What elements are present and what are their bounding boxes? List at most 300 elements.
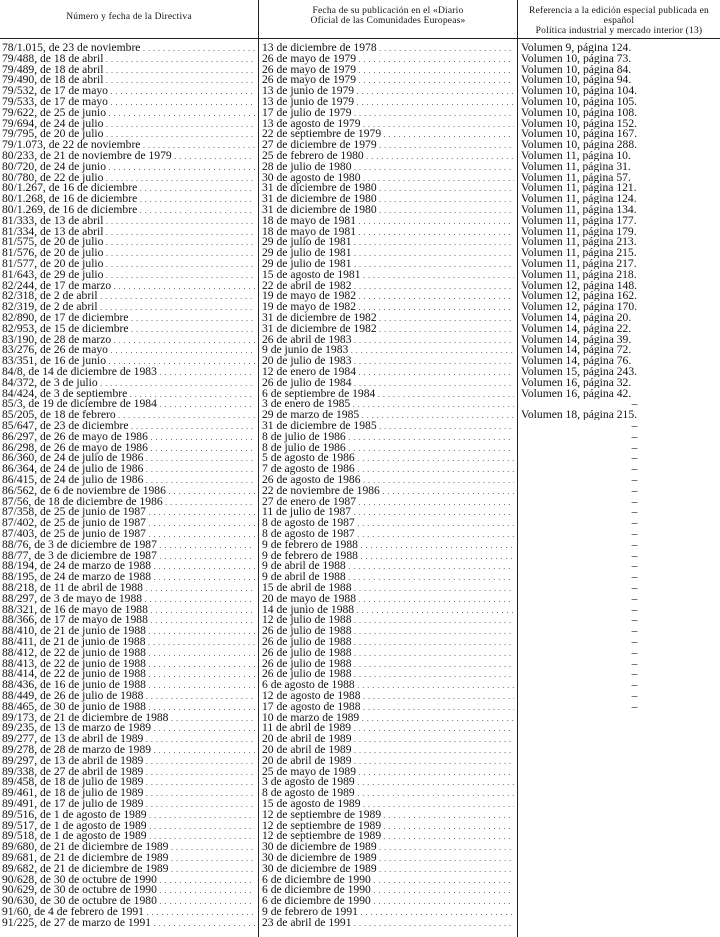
table-row	[0, 355, 720, 366]
table-row	[0, 420, 720, 431]
directive-number-date: 88/465, de 30 de junio de 1988 . . .	[2, 701, 255, 713]
edition-reference: –	[631, 657, 638, 669]
directive-number-date: 91/60, de 4 de febrero de 1991 . . .	[2, 906, 255, 918]
table-row	[0, 215, 720, 226]
edition-reference: Volumen 11, página 179.	[521, 225, 637, 237]
publication-date: 30 de diciembre de 1989 . . .	[262, 841, 514, 853]
edition-reference: Volumen 11, página 177.	[521, 214, 637, 226]
publication-date: 13 de diciembre de 1978 . . .	[262, 42, 514, 54]
directive-number-date: 83/190, de 28 de marzo . . .	[2, 334, 255, 346]
directive-number-date: 87/402, de 25 de junio de 1987 . . .	[2, 517, 255, 529]
edition-reference: –	[631, 517, 638, 529]
publication-date: 22 de abril de 1982 . . .	[262, 280, 514, 292]
table-row	[0, 571, 720, 582]
table-row	[0, 409, 720, 420]
table-row	[0, 53, 720, 64]
table-row	[0, 323, 720, 334]
table-row	[0, 517, 720, 528]
table-row	[0, 474, 720, 485]
directive-number-date: 82/244, de 17 de marzo . . .	[2, 280, 255, 292]
table-row	[0, 247, 720, 258]
table-row	[0, 874, 720, 885]
edition-reference: –	[631, 700, 638, 712]
edition-reference: Volumen 10, página 288.	[521, 139, 638, 151]
edition-reference: Volumen 10, página 105.	[521, 96, 638, 107]
edition-reference: –	[631, 538, 638, 550]
edition-reference: –	[631, 420, 638, 431]
publication-date: 26 de mayo de 1979 . . .	[262, 64, 514, 76]
edition-reference: Volumen 16, página 42.	[521, 387, 632, 399]
publication-date: 11 de julio de 1987 . . .	[262, 506, 514, 518]
edition-reference: –	[631, 625, 638, 637]
edition-reference: –	[631, 398, 638, 410]
directive-number-date: 79/622, de 25 de junio . . .	[2, 107, 255, 119]
publication-date: 9 de febrero de 1988 . . .	[262, 539, 514, 551]
table-row	[0, 528, 720, 539]
table-row	[0, 604, 720, 615]
table-row	[0, 658, 720, 669]
publication-date: 8 de agosto de 1989 . . .	[262, 787, 514, 799]
directive-number-date: 88/218, de 11 de abril de 1988 . . .	[2, 582, 255, 594]
table-row	[0, 744, 720, 755]
directive-number-date: 88/449, de 26 de julio de 1988 . . .	[2, 690, 255, 702]
publication-date: 20 de julio de 1983 . . .	[262, 355, 514, 367]
publication-date: 30 de agosto de 1980 . . .	[262, 172, 514, 184]
publication-date: 8 de julio de 1986 . . .	[262, 442, 514, 454]
directive-number-date: 89/682, de 21 de diciembre de 1989 . . .	[2, 863, 255, 875]
publication-date: 13 de agosto de 1979 . . .	[262, 118, 514, 130]
table-row	[0, 679, 720, 690]
publication-date: 30 de diciembre de 1989 . . .	[262, 852, 514, 864]
table-row	[0, 182, 720, 193]
publication-date: 12 de agosto de 1988 . . .	[262, 690, 514, 702]
table-row	[0, 204, 720, 215]
edition-reference: Volumen 11, página 217.	[521, 258, 637, 269]
directive-number-date: 87/403, de 25 de junio de 1987 . . .	[2, 528, 255, 540]
directive-number-date: 79/488, de 18 de abril . . .	[2, 53, 255, 65]
edition-reference: –	[631, 506, 638, 518]
publication-date: 28 de julio de 1980 . . .	[262, 161, 514, 173]
edition-reference: Volumen 10, página 108.	[521, 106, 638, 118]
table-row	[0, 312, 720, 323]
publication-date: 12 de septiembre de 1989 . . .	[262, 809, 514, 821]
directive-number-date: 80/780, de 22 de julio . . .	[2, 172, 255, 184]
table-row	[0, 830, 720, 841]
publication-date: 27 de enero de 1987 . . .	[262, 496, 514, 508]
publication-date: 22 de septiembre de 1979 . . .	[262, 128, 514, 140]
directive-number-date: 88/195, de 24 de marzo de 1988 . . .	[2, 571, 255, 583]
directive-number-date: 89/518, de 1 de agosto de 1989 . . .	[2, 830, 255, 842]
publication-date: 6 de agosto de 1988 . . .	[262, 679, 514, 691]
table-row	[0, 128, 720, 139]
directive-number-date: 89/278, de 28 de marzo de 1989 . . .	[2, 744, 255, 756]
publication-date: 3 de enero de 1985 . . .	[262, 398, 514, 410]
header-col-3-line1: Referencia a la edición especial publicada en español	[529, 6, 709, 26]
edition-reference: –	[631, 614, 638, 626]
header-rule	[0, 38, 720, 39]
publication-date: 9 de febrero de 1988 . . .	[262, 550, 514, 562]
publication-date: 9 de febrero de 1991 . . .	[262, 906, 514, 918]
edition-reference: –	[631, 441, 638, 453]
header-col-2-line1: Fecha de su publicación en el «Diario	[312, 6, 464, 16]
table-row	[0, 722, 720, 733]
directive-number-date: 79/533, de 17 de mayo . . .	[2, 96, 255, 108]
header-col-1	[0, 12, 258, 22]
edition-reference: –	[631, 592, 638, 604]
publication-date: 7 de agosto de 1986 . . .	[262, 463, 514, 475]
table-row	[0, 625, 720, 636]
publication-date: 17 de julio de 1979 . . .	[262, 107, 514, 119]
directive-number-date: 90/628, de 30 de octubre de 1990 . . .	[2, 874, 255, 886]
publication-date: 26 de julio de 1988 . . .	[262, 658, 514, 670]
publication-date: 3 de agosto de 1989 . . .	[262, 776, 514, 788]
edition-reference: –	[631, 636, 638, 647]
publication-date: 29 de julio de 1981 . . .	[262, 236, 514, 248]
directive-number-date: 79/532, de 17 de mayo . . .	[2, 85, 255, 97]
table-row	[0, 193, 720, 204]
table-row	[0, 593, 720, 604]
table-row	[0, 582, 720, 593]
publication-date: 6 de diciembre de 1990 . . .	[262, 884, 514, 896]
table-row	[0, 506, 720, 517]
table-row	[0, 636, 720, 647]
publication-date: 23 de abril de 1991 . . .	[262, 917, 514, 929]
table-row	[0, 733, 720, 744]
publication-date: 18 de mayo de 1981 . . .	[262, 215, 514, 227]
directive-number-date: 86/360, de 24 de julio de 1986 . . .	[2, 452, 255, 464]
publication-date: 26 de mayo de 1979 . . .	[262, 74, 514, 86]
directive-number-date: 88/297, de 3 de mayo de 1988 . . .	[2, 593, 255, 605]
table-row	[0, 377, 720, 388]
directive-number-date: 88/411, de 21 de junio de 1988 . . .	[2, 636, 255, 648]
table-row	[0, 496, 720, 507]
table-row	[0, 431, 720, 442]
edition-reference: Volumen 10, página 73.	[521, 52, 632, 64]
edition-reference: Volumen 14, página 22.	[521, 322, 632, 334]
table-row	[0, 550, 720, 561]
publication-date: 12 de septiembre de 1989 . . .	[262, 820, 514, 832]
directive-number-date: 86/415, de 24 de julio de 1986 . . .	[2, 474, 255, 486]
directive-number-date: 90/629, de 30 de octubre de 1990 . . .	[2, 884, 255, 896]
table-row	[0, 895, 720, 906]
publication-date: 18 de mayo de 1981 . . .	[262, 226, 514, 238]
table-row	[0, 107, 720, 118]
directive-number-date: 81/575, de 20 de julio . . .	[2, 236, 255, 248]
edition-reference: Volumen 10, página 104.	[521, 85, 638, 97]
edition-reference: –	[631, 646, 638, 658]
directive-number-date: 88/414, de 22 de junio de 1988 . . .	[2, 668, 255, 680]
publication-date: 9 de abril de 1988 . . .	[262, 571, 514, 583]
directive-number-date: 81/576, de 20 de julio . . .	[2, 247, 255, 259]
publication-date: 13 de junio de 1979 . . .	[262, 96, 514, 108]
edition-reference: –	[631, 495, 638, 507]
publication-date: 9 de abril de 1988 . . .	[262, 560, 514, 572]
publication-date: 5 de agosto de 1986 . . .	[262, 452, 514, 464]
edition-reference: Volumen 10, página 94.	[521, 74, 632, 86]
table-row	[0, 917, 720, 928]
publication-date: 26 de abril de 1983 . . .	[262, 334, 514, 346]
directive-number-date: 82/890, de 17 de diciembre . . .	[2, 312, 255, 324]
directive-number-date: 86/364, de 24 de julio de 1986 . . .	[2, 463, 255, 475]
edition-reference: Volumen 11, página 124.	[521, 193, 637, 205]
edition-reference: Volumen 14, página 76.	[521, 355, 632, 367]
directive-number-date: 79/489, de 18 de abril . . .	[2, 64, 255, 76]
edition-reference: –	[631, 463, 638, 475]
table-row	[0, 787, 720, 798]
table-row	[0, 442, 720, 453]
edition-reference: Volumen 11, página 121.	[521, 182, 637, 194]
header-col-2-line2: Oficial de las Comunidades Europeas»	[310, 16, 466, 26]
publication-date: 25 de febrero de 1980 . . .	[262, 150, 514, 162]
edition-reference: Volumen 12, página 148.	[521, 279, 638, 291]
table-row	[0, 226, 720, 237]
publication-date: 29 de julio de 1981 . . .	[262, 258, 514, 270]
table-row	[0, 884, 720, 895]
publication-date: 29 de julio de 1981 . . .	[262, 247, 514, 259]
directive-number-date: 88/77, de 3 de diciembre de 1987 . . .	[2, 550, 255, 562]
publication-date: 22 de noviembre de 1986 . . .	[262, 485, 514, 497]
table-row	[0, 344, 720, 355]
publication-date: 12 de septiembre de 1989 . . .	[262, 830, 514, 842]
publication-date: 31 de diciembre de 1980 . . .	[262, 204, 514, 216]
publication-date: 25 de mayo de 1989 . . .	[262, 766, 514, 778]
table-row	[0, 539, 720, 550]
table-row	[0, 398, 720, 409]
directive-number-date: 88/194, de 24 de marzo de 1988 . . .	[2, 560, 255, 572]
directive-number-date: 89/235, de 13 de marzo de 1989 . . .	[2, 722, 255, 734]
table-row	[0, 150, 720, 161]
edition-reference: Volumen 10, página 152.	[521, 117, 638, 129]
directive-number-date: 81/643, de 29 de julio . . .	[2, 269, 255, 281]
edition-reference: Volumen 9, página 124.	[521, 42, 632, 53]
edition-reference: Volumen 11, página 213.	[521, 236, 637, 248]
directive-number-date: 90/630, de 30 de octubre de 1980 . . .	[2, 895, 255, 907]
directive-number-date: 79/694, de 24 de julio . . .	[2, 118, 255, 130]
edition-reference: Volumen 18, página 215.	[521, 409, 638, 421]
directive-number-date: 81/333, de 13 de abril . . .	[2, 215, 255, 227]
table-row	[0, 820, 720, 831]
header-col-2	[259, 6, 517, 26]
publication-date: 26 de julio de 1988 . . .	[262, 625, 514, 637]
directive-number-date: 89/491, de 17 de julio de 1989 . . .	[2, 798, 255, 810]
directive-number-date: 89/458, de 18 de julio de 1989 . . .	[2, 776, 255, 788]
table-row	[0, 64, 720, 75]
edition-reference: Volumen 11, página 10.	[521, 150, 631, 161]
directive-number-date: 79/490, de 18 de abril . . .	[2, 74, 255, 86]
table-row	[0, 712, 720, 723]
directive-number-date: 89/461, de 18 de julio de 1989 . . .	[2, 787, 255, 799]
directive-number-date: 89/516, de 1 de agosto de 1989 . . .	[2, 809, 255, 821]
directive-number-date: 88/321, de 16 de mayo de 1988 . . .	[2, 604, 255, 616]
table-row	[0, 863, 720, 874]
table-row	[0, 452, 720, 463]
publication-date: 11 de abril de 1989 . . .	[262, 722, 514, 734]
publication-date: 12 de enero de 1984 . . .	[262, 366, 514, 378]
directive-number-date: 89/173, de 21 de diciembre de 1988 . . .	[2, 712, 255, 724]
publication-date: 17 de agosto de 1988 . . .	[262, 701, 514, 713]
table-row	[0, 280, 720, 291]
table-row	[0, 668, 720, 679]
table-row	[0, 388, 720, 399]
publication-date: 26 de julio de 1988 . . .	[262, 647, 514, 659]
edition-reference: –	[631, 452, 638, 464]
directive-number-date: 79/1.073, de 22 de noviembre . . .	[2, 139, 255, 151]
publication-date: 9 de junio de 1983 . . .	[262, 344, 514, 356]
publication-date: 10 de marzo de 1989 . . .	[262, 712, 514, 724]
directive-number-date: 80/233, de 21 de noviembre de 1979 . . .	[2, 150, 255, 162]
publication-date: 19 de mayo de 1982 . . .	[262, 290, 514, 302]
directive-number-date: 82/318, de 2 de abril . . .	[2, 290, 255, 302]
directive-number-date: 88/412, de 22 de junio de 1988 . . .	[2, 647, 255, 659]
table-row	[0, 614, 720, 625]
publication-date: 31 de diciembre de 1982 . . .	[262, 323, 514, 335]
edition-reference: –	[631, 549, 638, 561]
edition-reference: Volumen 14, página 72.	[521, 344, 632, 356]
publication-date: 30 de diciembre de 1989 . . .	[262, 863, 514, 875]
publication-date: 20 de abril de 1989 . . .	[262, 733, 514, 745]
directive-number-date: 86/562, de 6 de noviembre de 1986 . . .	[2, 485, 255, 497]
table-row	[0, 798, 720, 809]
directive-number-date: 87/358, de 25 de junio de 1987 . . .	[2, 506, 255, 518]
directive-number-date: 89/680, de 21 de diciembre de 1989 . . .	[2, 841, 255, 853]
table-row	[0, 766, 720, 777]
publication-date: 20 de abril de 1989 . . .	[262, 755, 514, 767]
publication-date: 6 de diciembre de 1990 . . .	[262, 895, 514, 907]
edition-reference: –	[631, 528, 638, 539]
directive-number-date: 83/276, de 26 de mayo . . .	[2, 344, 255, 356]
table-row	[0, 172, 720, 183]
table-row	[0, 236, 720, 247]
publication-date: 26 de agosto de 1986 . . .	[262, 474, 514, 486]
edition-reference: –	[631, 582, 638, 593]
directive-number-date: 88/76, de 3 de diciembre de 1987 . . .	[2, 539, 255, 551]
directive-number-date: 91/225, de 27 de marzo de 1991 . . .	[2, 917, 255, 929]
header-col-3	[518, 6, 720, 36]
edition-reference: –	[631, 560, 638, 572]
directive-number-date: 81/334, de 13 de abril . . .	[2, 226, 255, 238]
table-row	[0, 776, 720, 787]
publication-date: 26 de mayo de 1979 . . .	[262, 53, 514, 65]
edition-reference: Volumen 10, página 84.	[521, 63, 632, 75]
edition-reference: Volumen 14, página 20.	[521, 312, 632, 323]
directive-number-date: 85/647, de 23 de diciembre . . .	[2, 420, 255, 432]
directive-number-date: 86/297, de 26 de mayo de 1986 . . .	[2, 431, 255, 443]
table-row	[0, 269, 720, 280]
publication-date: 20 de abril de 1989 . . .	[262, 744, 514, 756]
publication-date: 6 de diciembre de 1990 . . .	[262, 874, 514, 886]
directive-number-date: 83/351, de 16 de junio . . .	[2, 355, 255, 367]
directive-number-date: 88/436, de 16 de junio de 1988 . . .	[2, 679, 255, 691]
header-col-3-line2: Política industrial y mercado interior (13)	[535, 26, 703, 36]
publication-date: 15 de abril de 1988 . . .	[262, 582, 514, 594]
edition-reference: Volumen 12, página 162.	[521, 290, 638, 302]
directive-number-date: 89/277, de 13 de abril de 1989 . . .	[2, 733, 255, 745]
table-row	[0, 290, 720, 301]
directive-number-date: 80/720, de 24 de junio . . .	[2, 161, 255, 173]
publication-date: 8 de agosto de 1987 . . .	[262, 517, 514, 529]
edition-reference: –	[631, 603, 638, 615]
publication-date: 29 de marzo de 1985 . . .	[262, 409, 514, 421]
directive-number-date: 84/8, de 14 de diciembre de 1983 . . .	[2, 366, 255, 378]
table-row	[0, 118, 720, 129]
edition-reference: Volumen 10, página 167.	[521, 128, 638, 140]
table-row	[0, 301, 720, 312]
table-row	[0, 96, 720, 107]
table-row	[0, 463, 720, 474]
directive-number-date: 88/413, de 22 de junio de 1988 . . .	[2, 658, 255, 670]
edition-reference: Volumen 11, página 134.	[521, 204, 637, 215]
table-row	[0, 85, 720, 96]
table-row	[0, 42, 720, 53]
directive-number-date: 85/3, de 19 de diciembre de 1984 . . .	[2, 398, 255, 410]
publication-date: 26 de julio de 1984 . . .	[262, 377, 514, 389]
directive-number-date: 88/410, de 21 de junio de 1988 . . .	[2, 625, 255, 637]
table-row	[0, 74, 720, 85]
edition-reference: –	[631, 430, 638, 442]
table-row	[0, 161, 720, 172]
directive-number-date: 89/681, de 21 de diciembre de 1989 . . .	[2, 852, 255, 864]
publication-date: 31 de diciembre de 1985 . . .	[262, 420, 514, 432]
edition-reference: –	[631, 571, 638, 583]
edition-reference: Volumen 11, página 31.	[521, 160, 631, 172]
directive-number-date: 81/577, de 20 de julio . . .	[2, 258, 255, 270]
publication-date: 19 de mayo de 1982 . . .	[262, 301, 514, 313]
edition-reference: –	[631, 474, 638, 485]
publication-date: 26 de julio de 1988 . . .	[262, 668, 514, 680]
directive-number-date: 80/1.268, de 16 de diciembre . . .	[2, 193, 255, 205]
directive-number-date: 79/795, de 20 de julio . . .	[2, 128, 255, 140]
publication-date: 31 de diciembre de 1980 . . .	[262, 193, 514, 205]
edition-reference: Volumen 11, página 218.	[521, 268, 637, 280]
directive-number-date: 86/298, de 26 de mayo de 1986 . . .	[2, 442, 255, 454]
publication-date: 14 de junio de 1988 . . .	[262, 604, 514, 616]
edition-reference: Volumen 14, página 39.	[521, 333, 632, 345]
publication-date: 27 de diciembre de 1979 . . .	[262, 139, 514, 151]
table-row	[0, 701, 720, 712]
directive-number-date: 89/297, de 13 de abril de 1989 . . .	[2, 755, 255, 767]
directive-number-date: 89/338, de 27 de abril de 1989 . . .	[2, 766, 255, 778]
table-row	[0, 366, 720, 377]
table-row	[0, 647, 720, 658]
table-row	[0, 841, 720, 852]
publication-date: 15 de agosto de 1989 . . .	[262, 798, 514, 810]
table-row	[0, 485, 720, 496]
directive-number-date: 89/517, de 1 de agosto de 1989 . . .	[2, 820, 255, 832]
header-col-1-text: Número y fecha de la Directiva	[66, 12, 192, 22]
edition-reference: Volumen 15, página 243.	[521, 366, 638, 377]
publication-date: 13 de junio de 1979 . . .	[262, 85, 514, 97]
table-row	[0, 560, 720, 571]
edition-reference: Volumen 16, página 32.	[521, 376, 632, 388]
edition-reference: –	[631, 679, 638, 691]
edition-reference: Volumen 12, página 170.	[521, 301, 638, 313]
directive-number-date: 80/1.269, de 16 de diciembre . . .	[2, 204, 255, 216]
publication-date: 20 de mayo de 1988 . . .	[262, 593, 514, 605]
publication-date: 15 de agosto de 1981 . . .	[262, 269, 514, 281]
directive-number-date: 87/56, de 18 de diciembre de 1986 . . .	[2, 496, 255, 508]
edition-reference: –	[631, 668, 638, 680]
directive-number-date: 80/1.267, de 16 de diciembre . . .	[2, 182, 255, 194]
publication-date: 12 de julio de 1988 . . .	[262, 614, 514, 626]
edition-reference: Volumen 11, página 57.	[521, 171, 631, 183]
table-row	[0, 809, 720, 820]
directive-number-date: 84/424, de 3 de septiembre . . .	[2, 388, 255, 400]
table-row	[0, 258, 720, 269]
table-row	[0, 690, 720, 701]
table-row	[0, 139, 720, 150]
directive-number-date: 78/1.015, de 23 de noviembre . . .	[2, 42, 255, 54]
edition-reference: –	[631, 690, 638, 701]
